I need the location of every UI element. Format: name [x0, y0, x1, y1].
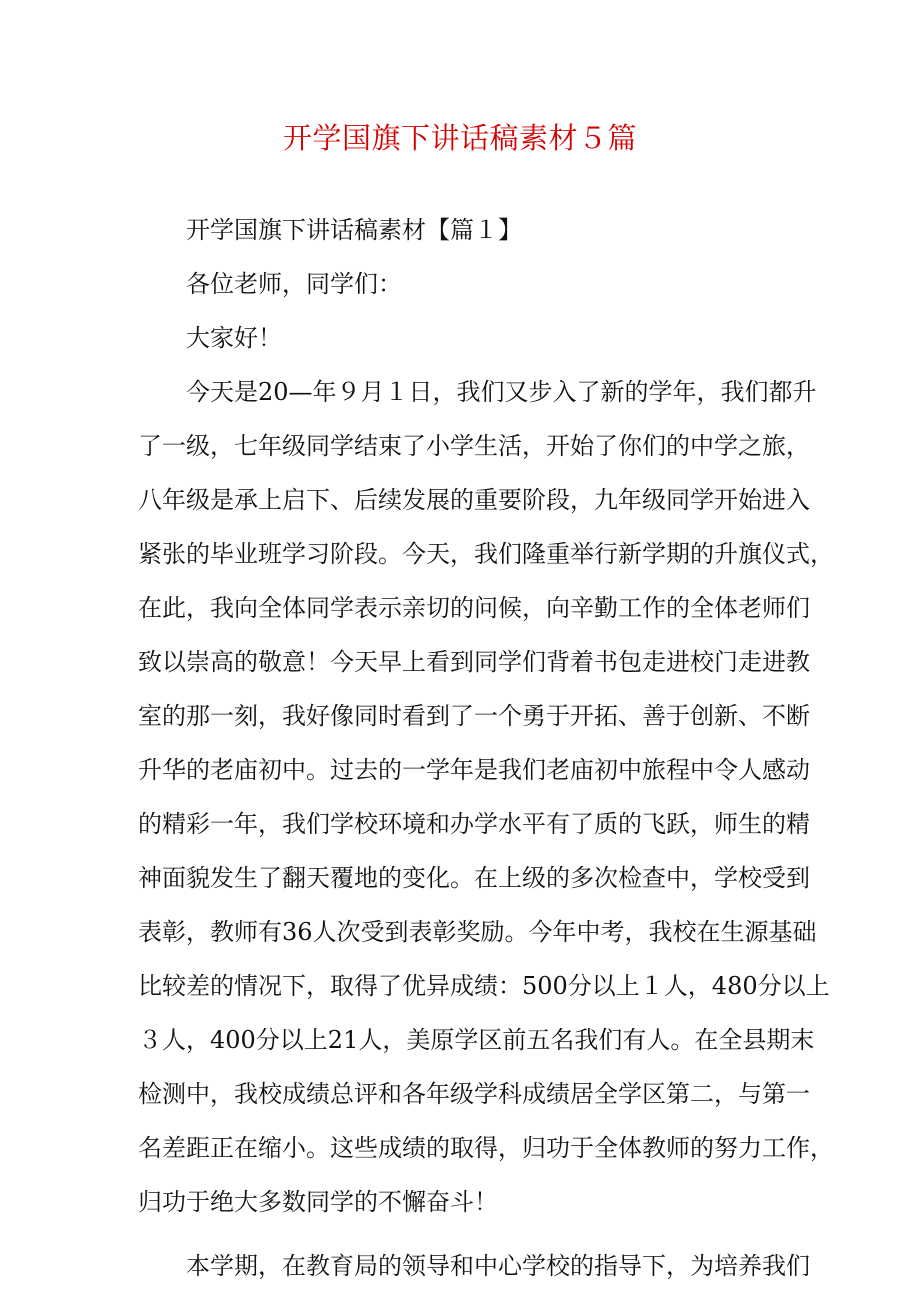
paragraph-1 — [138, 365, 834, 1229]
paragraph-line: 室的那一刻，我好像同时看到了一个勇于开拓、善于创新、不断 — [138, 702, 810, 730]
paragraph-line: 在此，我向全体同学表示亲切的问候，向辛勤工作的全体老师们 — [138, 594, 810, 622]
document-body — [138, 203, 834, 1293]
paragraph-2 — [138, 1239, 810, 1293]
paragraph-line: 检测中，我校成绩总评和各年级学科成绩居全学区第二，与第一 — [138, 1080, 810, 1108]
paragraph-line: 表彰，教师有36人次受到表彰奖励。今年中考，我校在生源基础 — [138, 918, 817, 946]
paragraph-line: 紧张的毕业班学习阶段。今天，我们隆重举行新学期的升旗仪式， — [138, 540, 834, 568]
paragraph-line: 致以崇高的敬意！今天早上看到同学们背着书包走进校门走进教 — [138, 648, 810, 676]
paragraph-line: 升华的老庙初中。过去的一学年是我们老庙初中旅程中令人感动 — [138, 756, 810, 784]
paragraph-line: 神面貌发生了翻天覆地的变化。在上级的多次检查中，学校受到 — [138, 864, 810, 892]
paragraph-line: 名差距正在缩小。这些成绩的取得，归功于全体教师的努力工作， — [138, 1134, 834, 1162]
paragraph-gap — [138, 1229, 796, 1239]
section-heading: 开学国旗下讲话稿素材【篇１】 — [186, 216, 522, 244]
hello-line: 大家好！ — [186, 324, 282, 352]
paragraph-line: ３人，400分以上21人，美原学区前五名我们有人。在全县期末 — [138, 1026, 815, 1054]
paragraph-line: 本学期，在教育局的领导和中心学校的指导下，为培养我们 — [186, 1252, 810, 1280]
paragraph-line: 归功于绝大多数同学的不懈奋斗！ — [138, 1188, 498, 1216]
paragraph-line: 今天是20—年９月１日，我们又步入了新的学年，我们都升 — [186, 378, 817, 406]
document-title: 开学国旗下讲话稿素材５篇 — [282, 121, 637, 155]
paragraph-line: 八年级是承上启下、后续发展的重要阶段，九年级同学开始进入 — [138, 486, 810, 514]
paragraph-line: 的精彩一年，我们学校环境和办学水平有了质的飞跃，师生的精 — [138, 810, 810, 838]
paragraph-line: 了一级，七年级同学结束了小学生活，开始了你们的中学之旅， — [138, 432, 810, 460]
paragraph-line: 比较差的情况下，取得了优异成绩：500分以上１人，480分以上 — [138, 972, 830, 1000]
greeting-line: 各位老师，同学们： — [186, 270, 402, 298]
